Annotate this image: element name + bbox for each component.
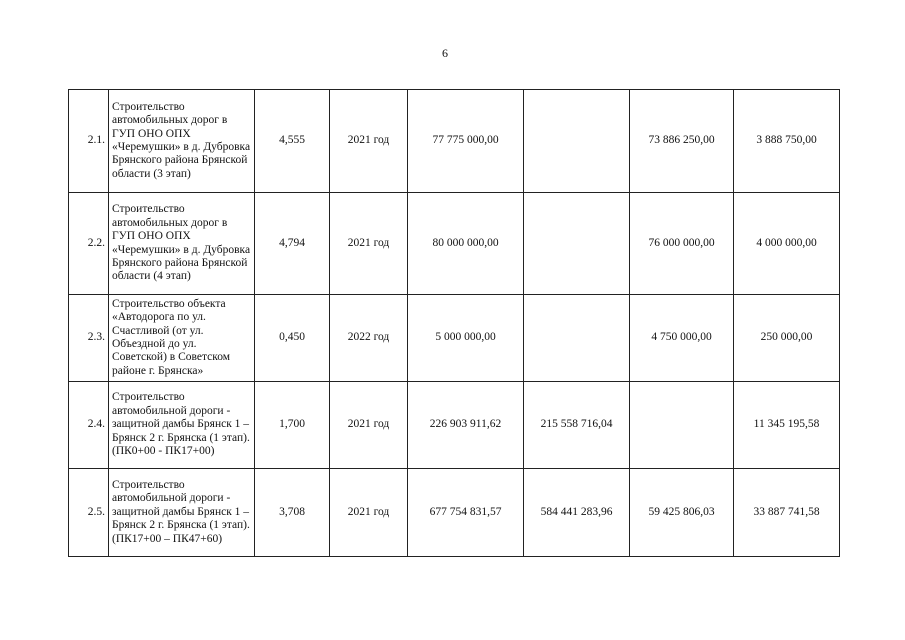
regional-amount-cell	[630, 382, 734, 469]
object-name-cell: Строительство автомобильной дороги - защитной дамбы Брянск 1 – Брянск 2 г. Брянска (1 этап). (ПК0+00 - ПК17+00)	[109, 382, 255, 469]
federal-amount-cell	[524, 295, 630, 382]
regional-amount-cell: 76 000 000,00	[630, 193, 734, 295]
row-number-cell: 2.2.	[69, 193, 109, 295]
local-amount-cell: 4 000 000,00	[734, 193, 840, 295]
regional-amount-cell: 59 425 806,03	[630, 469, 734, 557]
year-cell: 2021 год	[330, 469, 408, 557]
total-amount-cell: 226 903 911,62	[408, 382, 524, 469]
length-cell: 0,450	[255, 295, 330, 382]
row-number-cell: 2.3.	[69, 295, 109, 382]
local-amount-cell: 3 888 750,00	[734, 90, 840, 193]
object-name-cell: Строительство объекта «Автодорога по ул. Счастливой (от ул. Объездной до ул. Советской) в Советском районе г. Брянска»	[109, 295, 255, 382]
year-cell: 2021 год	[330, 382, 408, 469]
total-amount-cell: 5 000 000,00	[408, 295, 524, 382]
federal-amount-cell: 584 441 283,96	[524, 469, 630, 557]
local-amount-cell: 11 345 195,58	[734, 382, 840, 469]
federal-amount-cell	[524, 193, 630, 295]
funding-table	[68, 89, 840, 557]
length-cell: 4,794	[255, 193, 330, 295]
year-cell: 2021 год	[330, 90, 408, 193]
row-number-cell: 2.5.	[69, 469, 109, 557]
object-name-cell: Строительство автомобильных дорог в ГУП ОНО ОПХ «Черемушки» в д. Дубровка Брянского района Брянской области (3 этап)	[109, 90, 255, 193]
table-row	[69, 193, 840, 295]
total-amount-cell: 77 775 000,00	[408, 90, 524, 193]
total-amount-cell: 80 000 000,00	[408, 193, 524, 295]
table-row	[69, 295, 840, 382]
length-cell: 3,708	[255, 469, 330, 557]
table-row	[69, 90, 840, 193]
local-amount-cell: 250 000,00	[734, 295, 840, 382]
length-cell: 1,700	[255, 382, 330, 469]
object-name-cell: Строительство автомобильной дороги - защитной дамбы Брянск 1 – Брянск 2 г. Брянска (1 этап). (ПК17+00 – ПК47+60)	[109, 469, 255, 557]
regional-amount-cell: 73 886 250,00	[630, 90, 734, 193]
federal-amount-cell: 215 558 716,04	[524, 382, 630, 469]
regional-amount-cell: 4 750 000,00	[630, 295, 734, 382]
table-row	[69, 382, 840, 469]
federal-amount-cell	[524, 90, 630, 193]
year-cell: 2022 год	[330, 295, 408, 382]
table-row	[69, 469, 840, 557]
page-number: 6	[442, 46, 448, 60]
total-amount-cell: 677 754 831,57	[408, 469, 524, 557]
row-number-cell: 2.1.	[69, 90, 109, 193]
object-name-cell: Строительство автомобильных дорог в ГУП ОНО ОПХ «Черемушки» в д. Дубровка Брянского района Брянской области (4 этап)	[109, 193, 255, 295]
row-number-cell: 2.4.	[69, 382, 109, 469]
length-cell: 4,555	[255, 90, 330, 193]
year-cell: 2021 год	[330, 193, 408, 295]
local-amount-cell: 33 887 741,58	[734, 469, 840, 557]
